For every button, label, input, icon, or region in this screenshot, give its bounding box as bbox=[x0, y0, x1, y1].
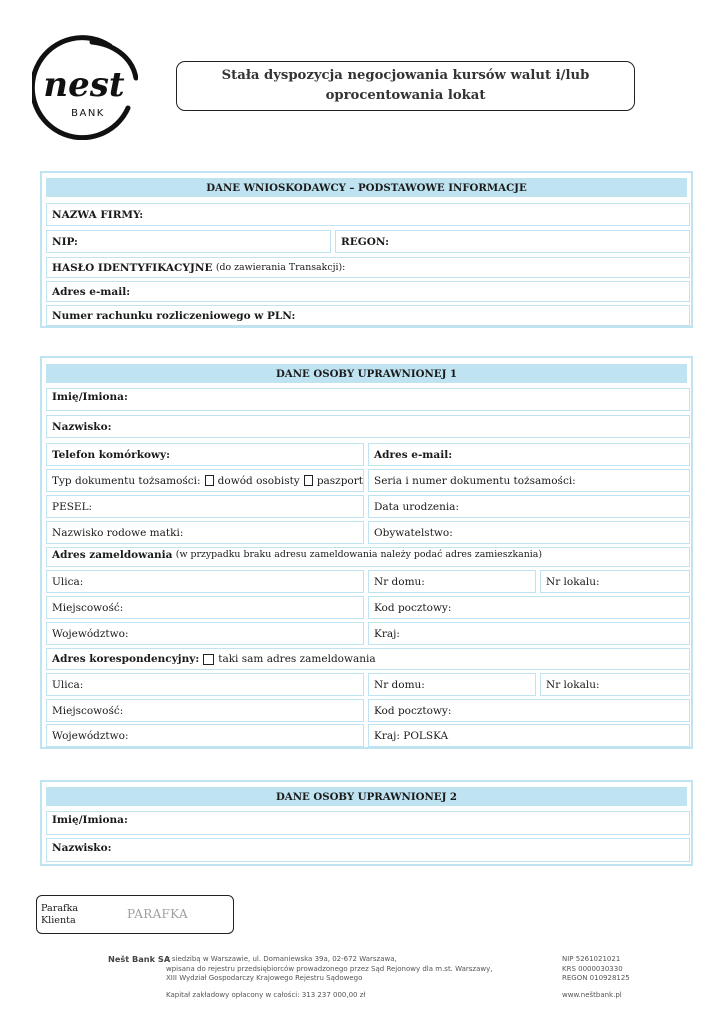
password-note: (do zawierania Transakcji): bbox=[215, 262, 346, 273]
nest-bank-logo bbox=[32, 34, 138, 140]
footer-capital: Kapitał zakładowy opłacony w całości: 313 237 000,00 zł bbox=[166, 991, 366, 999]
person2-section-header: DANE OSOBY UPRAWNIONEJ 2 bbox=[46, 787, 687, 806]
nip-field[interactable]: NIP: bbox=[46, 230, 331, 253]
mother-name-field[interactable]: Nazwisko rodowe matki: bbox=[46, 521, 364, 544]
doc-type-field bbox=[46, 469, 364, 492]
person1-section-header: DANE OSOBY UPRAWNIONEJ 1 bbox=[46, 364, 687, 383]
id-card-label: dowód osobisty bbox=[217, 474, 300, 487]
reg-address-label: Adres zameldowania bbox=[52, 549, 173, 561]
citizenship-field[interactable]: Obywatelstwo: bbox=[368, 521, 690, 544]
person2-last-name-field[interactable]: Nazwisko: bbox=[46, 838, 690, 862]
corr-flat-no-field[interactable]: Nr lokalu: bbox=[540, 673, 690, 696]
corr-street-field[interactable]: Ulica: bbox=[46, 673, 364, 696]
footer-registry-numbers bbox=[562, 955, 630, 984]
footer-nip: NIP 5261021021 bbox=[562, 955, 621, 963]
same-address-checkbox[interactable] bbox=[203, 654, 214, 665]
country-field[interactable]: Kraj: bbox=[368, 622, 690, 645]
initials-placeholder: PARAFKA bbox=[127, 907, 188, 921]
birth-date-field[interactable]: Data urodzenia: bbox=[368, 495, 690, 518]
client-initials-label bbox=[41, 903, 78, 927]
reg-address-heading bbox=[46, 547, 690, 567]
corr-house-no-field[interactable]: Nr domu: bbox=[368, 673, 536, 696]
passport-checkbox[interactable] bbox=[304, 475, 313, 486]
person2-section bbox=[40, 780, 693, 866]
footer-krs: KRS 0000030330 bbox=[562, 964, 623, 973]
person1-first-name-field[interactable]: Imię/Imiona: bbox=[46, 388, 690, 411]
footer-line-1: z siedzibą w Warszawie, ul. Domaniewska 39a, 02-672 Warszawa, bbox=[166, 955, 397, 963]
same-address-label: taki sam adres zameldowania bbox=[218, 653, 376, 665]
postal-code-field[interactable]: Kod pocztowy: bbox=[368, 596, 690, 619]
applicant-section-header: DANE WNIOSKODAWCY – PODSTAWOWE INFORMACJE bbox=[46, 178, 687, 197]
footer-regon: REGON 010928125 bbox=[562, 974, 630, 983]
corr-country-field[interactable]: Kraj: POLSKA bbox=[368, 724, 690, 747]
footer-line-2: wpisana do rejestru przedsiębiorców prowadzonego przez Sąd Rejonowy dla m.st. Warszawy, bbox=[166, 964, 493, 973]
corr-address-heading bbox=[46, 648, 690, 670]
person1-section bbox=[40, 356, 693, 749]
person1-email-field[interactable]: Adres e-mail: bbox=[368, 443, 690, 466]
person1-phone-field[interactable]: Telefon komórkowy: bbox=[46, 443, 364, 466]
house-no-field[interactable]: Nr domu: bbox=[368, 570, 536, 593]
doc-number-field[interactable]: Seria i numer dokumentu tożsamości: bbox=[368, 469, 690, 492]
passport-label: paszport bbox=[316, 474, 363, 487]
logo-brand-text: nest bbox=[43, 65, 125, 105]
account-number-field[interactable]: Numer rachunku rozliczeniowego w PLN: bbox=[46, 305, 690, 326]
person2-first-name-field[interactable]: Imię/Imiona: bbox=[46, 811, 690, 835]
title-line-1: Stała dyspozycja negocjowania kursów walut i/lub bbox=[221, 68, 590, 83]
person1-last-name-field[interactable]: Nazwisko: bbox=[46, 415, 690, 438]
corr-address-label: Adres korespondencyjny: bbox=[52, 653, 200, 665]
logo-sub-text: BANK bbox=[71, 108, 105, 119]
document-title bbox=[176, 61, 635, 111]
initials-label-line-2: Klienta bbox=[41, 915, 76, 926]
reg-address-note: (w przypadku braku adresu zameldowania należy podać adres zamieszkania) bbox=[175, 549, 543, 560]
applicant-section bbox=[40, 171, 693, 328]
footer-website-link[interactable]: www.neštbank.pl bbox=[562, 991, 622, 999]
corr-province-field[interactable]: Województwo: bbox=[46, 724, 364, 747]
footer-company-info bbox=[166, 955, 492, 984]
footer-brand: Nešt Bank SA bbox=[108, 954, 171, 964]
corr-city-field[interactable]: Miejscowość: bbox=[46, 699, 364, 722]
company-name-field[interactable]: NAZWA FIRMY: bbox=[46, 203, 690, 226]
flat-no-field[interactable]: Nr lokalu: bbox=[540, 570, 690, 593]
corr-postal-code-field[interactable]: Kod pocztowy: bbox=[368, 699, 690, 722]
doc-type-label: Typ dokumentu tożsamości: bbox=[52, 474, 201, 487]
password-label: HASŁO IDENTYFIKACYJNE bbox=[52, 261, 213, 274]
city-field[interactable]: Miejscowość: bbox=[46, 596, 364, 619]
initials-label-line-1: Parafka bbox=[41, 903, 79, 914]
regon-field[interactable]: REGON: bbox=[335, 230, 690, 253]
footer-line-3: XIII Wydział Gospodarczy Krajowego Rejestru Sądowego bbox=[166, 974, 363, 983]
street-field[interactable]: Ulica: bbox=[46, 570, 364, 593]
email-field[interactable]: Adres e-mail: bbox=[46, 281, 690, 302]
title-line-2: oprocentowania lokat bbox=[325, 88, 486, 103]
client-initials-box[interactable] bbox=[36, 895, 234, 934]
id-card-checkbox[interactable] bbox=[205, 475, 214, 486]
province-field[interactable]: Województwo: bbox=[46, 622, 364, 645]
pesel-field[interactable]: PESEL: bbox=[46, 495, 364, 518]
password-field[interactable] bbox=[46, 257, 690, 278]
